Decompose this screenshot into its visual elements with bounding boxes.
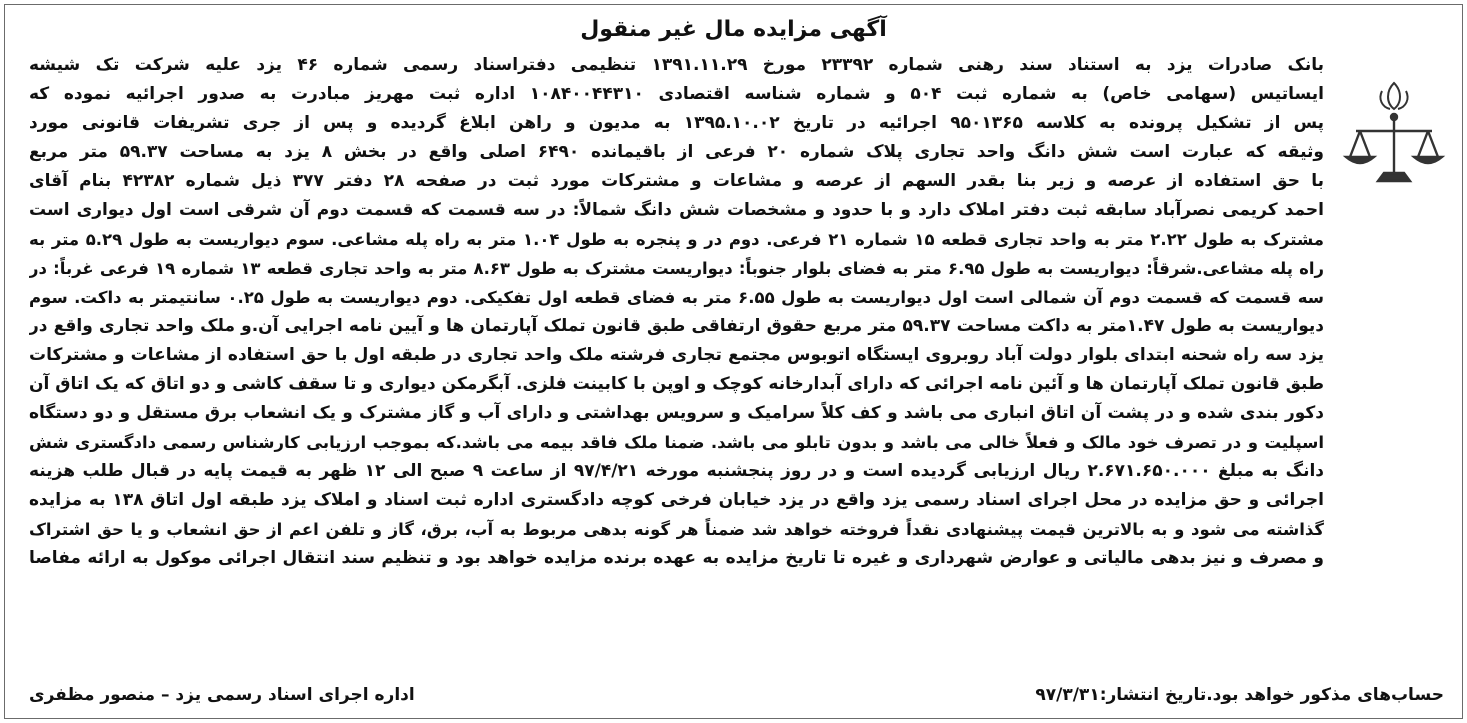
body-line: اسپلیت و در تصرف خود مالک و فعلاً خالی می باشد و بدون تابلو می باشد. ضمنا ملک فاقد بیمه می باشد.که بموجب ارزیابی کارشناس رسمی دادگستری شش bbox=[29, 433, 1324, 452]
body-line: راه پله مشاعی.شرقاً: دیواریست به طول ۶.۹۵ متر به فضای بلوار جنوباً: دیواریست مشترک به طول ۸.۶۳ متر به واحد تجاری قطعه ۱۳ شماره ۱۹ فرعی غرباً: در bbox=[29, 259, 1324, 278]
body-line: گذاشته می شود و به بالاترین قیمت پیشنهادی نقداً فروخته خواهد شد ضمناً هر گونه بدهی مربوط به آب، برق، گاز و تلفن اعم از حق انشعاب و یا حق اشتراک bbox=[29, 520, 1324, 539]
body-line: با حق استفاده از عرصه و زیر بنا بقدر السهم از عرصه و مشاعات و مشترکات مورد ثبت در صفحه ۲۸ دفتر ۳۷۷ ذیل شماره ۴۲۳۸۲ بنام آقای bbox=[29, 171, 1324, 191]
notice-title: آگهی مزایده مال غیر منقول bbox=[580, 17, 887, 42]
notice-body bbox=[29, 51, 1324, 573]
body-line: یزد سه راه شحنه ابتدای بلوار دولت آباد روبروی ایستگاه اتوبوس مجتمع تجاری فرشته ملک واحد تجاری در طبقه اول با حق استفاده از مشاعات و مشترکات bbox=[29, 345, 1324, 365]
footer-row bbox=[29, 682, 1444, 708]
notice-footer bbox=[29, 682, 1444, 708]
body-line: دکور بندی شده و در پشت آن اتاق انباری می باشد و کف کلاً سرامیک و سرویس بهداشتی و دارای آب و گاز مشترک و یک انشعاب برق مستقل و دو دستگاه bbox=[29, 403, 1324, 423]
body-line: بانک صادرات یزد به استناد سند رهنی شماره ۲۳۳۹۲ مورخ ۱۳۹۱.۱۱.۲۹ تنظیمی دفتراسناد رسمی شماره ۴۶ یزد علیه شرکت تک شیشه bbox=[29, 55, 1324, 75]
body-line: سه قسمت که قسمت دوم آن شمالی است اول دیواریست به طول ۶.۵۵ متر به فضای قطعه اول تفکیکی. دوم دیواریست به طول ۰.۲۵ سانتیمتر به داکت. سوم bbox=[29, 288, 1324, 307]
issuing-office: اداره اجرای اسناد رسمی یزد – منصور مظفری bbox=[29, 685, 415, 705]
body-line: مشترک به طول ۲.۲۲ متر به واحد تجاری قطعه ۱۵ شماره ۲۱ فرعی. دوم در و پنجره به طول ۱.۰۴ متر به راه پله مشاعی. سوم دیواریست به طول ۵.۲۹ متر به bbox=[29, 230, 1324, 249]
body-line: ایساتیس (سهامی خاص) به شماره ثبت ۵۰۴ و شماره شناسه اقتصادی ۱۰۸۴۰۰۴۴۳۱۰ اداره ثبت مهریز مبادرت به صدور اجرائیه نموده که bbox=[29, 84, 1324, 104]
body-line: وثیقه که عبارت است شش دانگ واحد تجاری پلاک شماره ۲۰ فرعی از باقیمانده ۶۴۹۰ اصلی واقع در بخش ۸ یزد به مساحت ۵۹.۳۷ متر مربع bbox=[29, 142, 1324, 162]
closing-text: حساب‌های مذکور خواهد بود.تاریخ انتشار:۹۷/۳/۳۱ bbox=[1035, 685, 1444, 705]
notice-panel bbox=[4, 4, 1463, 719]
judiciary-emblem-icon bbox=[1334, 77, 1454, 227]
body-line: دانگ به مبلغ ۲.۶۷۱.۶۵۰.۰۰۰ ریال ارزیابی گردیده است و در روز پنجشنبه مورخه ۹۷/۴/۲۱ از ساعت ۹ صبح الی ۱۲ ظهر به قیمت پایه در قبال طلب هزینه bbox=[29, 461, 1324, 481]
body-line: و مصرف و نیز بدهی مالیاتی و عوارض شهرداری و غیره تا تاریخ مزایده به عهده برنده مزایده خواهد بود و تنظیم سند انتقال اجرائی موکول به ارائه مفاصا bbox=[29, 548, 1324, 568]
body-line: اجرائی و حق مزایده در محل اجرای اسناد رسمی یزد واقع در یزد خیابان فرخی کوچه دادگستری اداره ثبت اسناد و املاک یزد طبقه اول اتاق ۱۳۸ به مزایده bbox=[29, 490, 1324, 510]
body-line: طبق قانون تملک آپارتمان ها و آئین نامه اجرائی که دارای آبدارخانه کوچک و اوپن با کابینت فلزی. آبگرمکن دیواری و تا سقف کاشی و دو اتاق که یک اتاق آن bbox=[29, 374, 1324, 394]
body-line: دیواریست به طول ۱.۴۷متر به داکت مساحت ۵۹.۳۷ متر مربع حقوق ارتفاقی طبق قانون تملک آپارتمان ها و آیین نامه اجرایی آن.و ملک واحد تجاری واقع در bbox=[29, 316, 1324, 336]
body-line: احمد کریمی نصرآباد سابقه ثبت دفتر املاک دارد و با حدود و مشخصات شش دانگ شمالاً: در سه قسمت که قسمت دوم آن شرقی است اول دیواری است bbox=[29, 200, 1324, 220]
body-line: پس از تشکیل پرونده به کلاسه ۹۵۰۱۳۶۵ اجرائیه در تاریخ ۱۳۹۵.۱۰.۰۲ به مدیون و راهن ابلاغ گردیده و پس از جری تشریفات قانونی مورد bbox=[29, 113, 1324, 133]
